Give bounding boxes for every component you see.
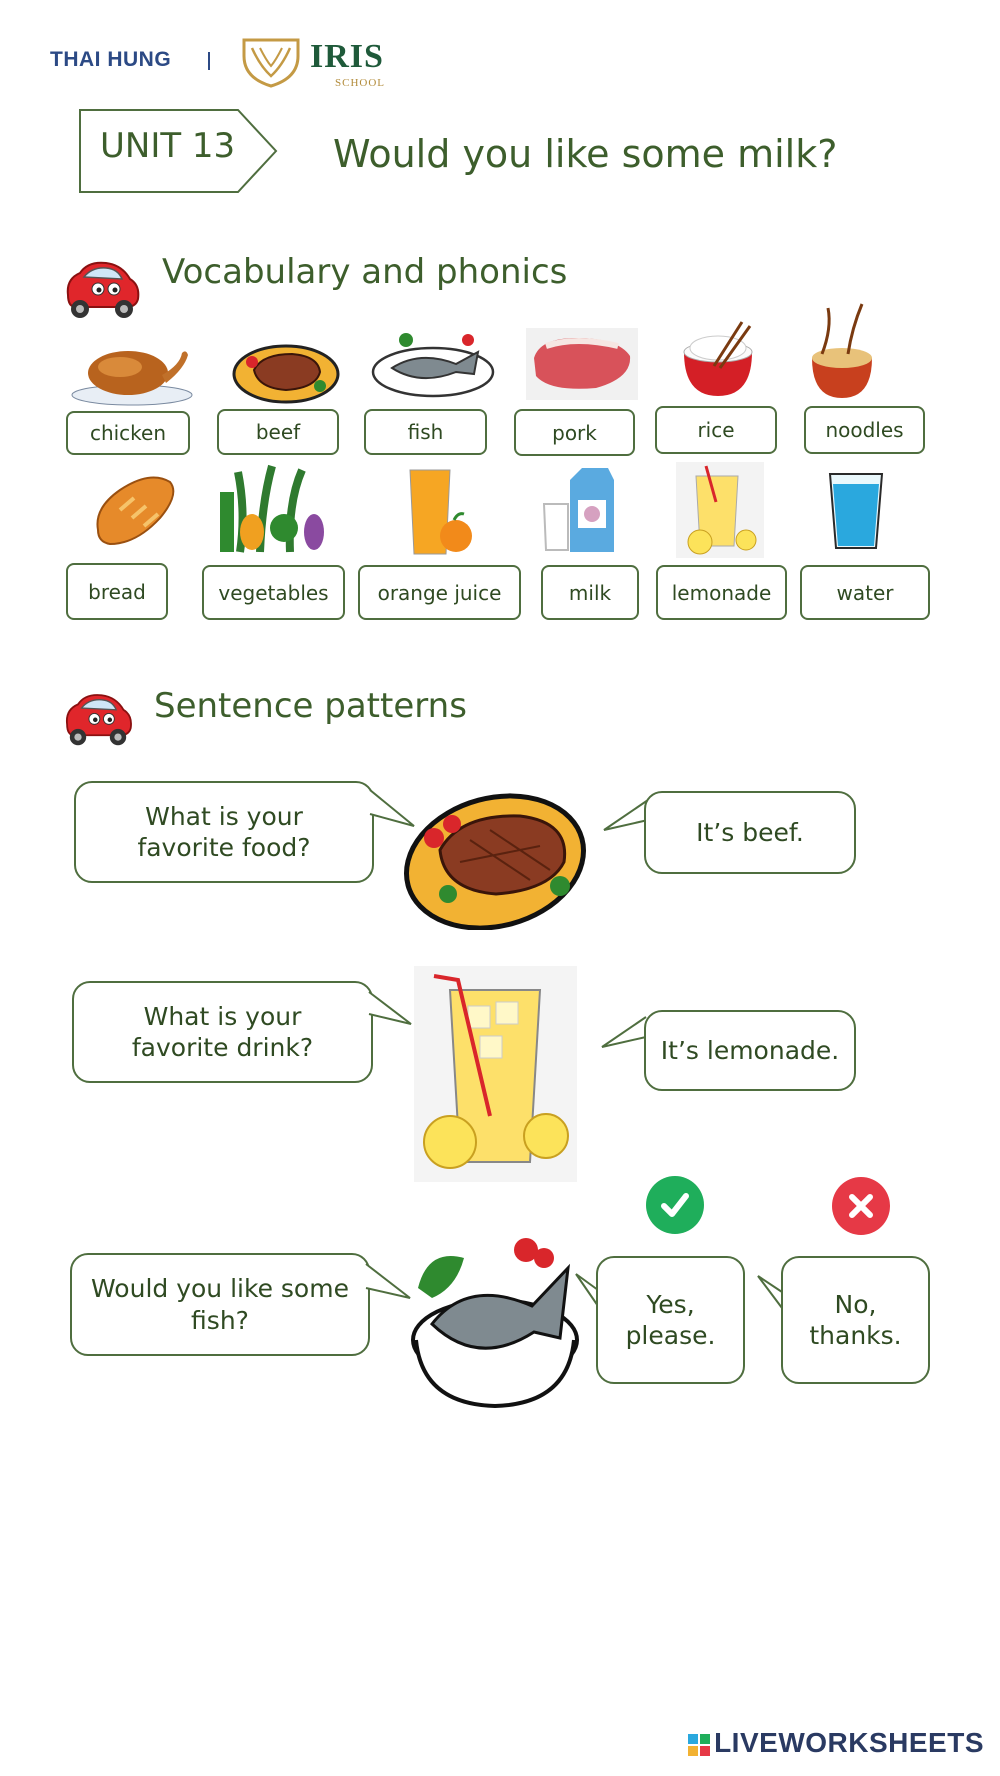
bubble-tail [602, 798, 648, 832]
bubble-drink-answer: It’s lemonade. [644, 1010, 856, 1091]
bubble-food-answer: It’s beef. [644, 791, 856, 874]
bubble-food-question: What is your favorite food? [74, 781, 374, 883]
bubble-offer-question: Would you like some fish? [70, 1253, 370, 1356]
unit-label: UNIT 13 [100, 126, 236, 166]
red-car-icon [60, 255, 144, 321]
brand-divider [208, 52, 210, 70]
lemonade-glass-image [414, 966, 577, 1182]
bubble-tail [758, 1274, 782, 1314]
bubble-tail [366, 1262, 412, 1302]
word-water: water [800, 565, 930, 620]
noodles-image [808, 298, 876, 402]
bubble-yes-answer: Yes, please. [596, 1256, 745, 1384]
bubble-drink-question: What is your favorite drink? [72, 981, 373, 1083]
footer-brand [688, 1727, 984, 1759]
section-title-patterns: Sentence patterns [154, 686, 467, 726]
section-title-vocabulary: Vocabulary and phonics [162, 252, 568, 292]
orange-juice-image [406, 466, 472, 558]
word-beef: beef [217, 409, 339, 455]
liveworksheets-logo-icon [688, 1734, 710, 1756]
bubble-tail [369, 990, 413, 1028]
fish-bowl-image [408, 1228, 582, 1412]
bubble-tail [600, 1015, 646, 1049]
rice-image [678, 312, 758, 400]
milk-image [542, 464, 616, 554]
word-chicken: chicken [66, 411, 190, 455]
beef-image [232, 340, 340, 404]
word-rice: rice [655, 406, 777, 454]
word-bread: bread [66, 563, 168, 620]
vegetables-image [210, 462, 334, 558]
school-logo-subtext: SCHOOL [335, 77, 386, 89]
brand-name: THAI HUNG [50, 48, 172, 71]
water-image [828, 470, 884, 552]
red-car-icon [58, 688, 138, 748]
bubble-tail [576, 1272, 598, 1312]
bubble-no-answer: No, thanks. [781, 1256, 930, 1384]
cross-icon [832, 1177, 890, 1235]
school-logo-text: IRIS [310, 38, 384, 75]
check-icon [646, 1176, 704, 1234]
iris-shield-logo [240, 36, 302, 88]
word-vegetables: vegetables [202, 565, 345, 620]
page-title: Would you like some milk? [333, 132, 838, 176]
footer-brand-text: LIVEWORKSHEETS [714, 1727, 984, 1758]
word-milk: milk [541, 565, 639, 620]
beef-plate-image [400, 790, 590, 930]
bread-image [90, 468, 180, 550]
chicken-image [70, 335, 194, 407]
pork-image [526, 328, 638, 400]
word-pork: pork [514, 409, 635, 456]
word-noodles: noodles [804, 406, 925, 454]
fish-image [370, 326, 496, 400]
lemonade-image [676, 462, 764, 558]
word-fish: fish [364, 409, 487, 455]
word-lemonade: lemonade [656, 565, 787, 620]
word-orange-juice: orange juice [358, 565, 521, 620]
